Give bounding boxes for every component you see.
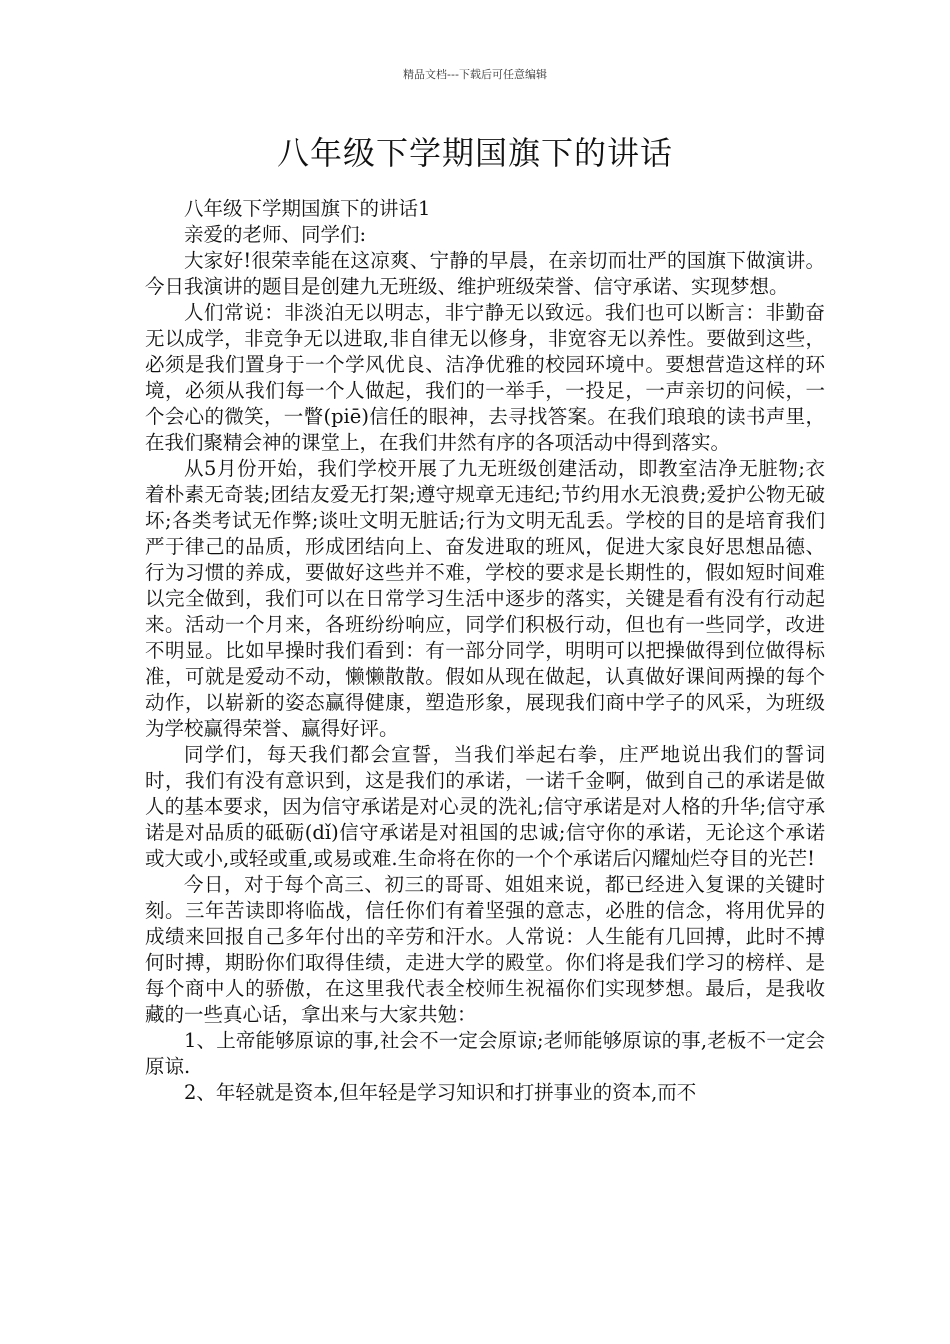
document-title: 八年级下学期国旗下的讲话 (276, 134, 673, 172)
body-paragraph: 大家好!很荣幸能在这凉爽、宁静的早晨，在亲切而壮严的国旗下做演讲。今日我演讲的题目是创建九无班级、维护班级荣誉、信守承诺、实现梦想。 (145, 249, 825, 298)
body-paragraph: 人们常说：非淡泊无以明志，非宁静无以致远。我们也可以断言：非勤奋无以成学，非竞争无以进取,非自律无以修身，非宽容无以养性。要做到这些，必须是我们置身于一个学风优良、洁净优雅的校园环境中。要想营造这样的环境，必须从我们每一个人做起，我们的一举手，一投足，一声亲切的问候，一个会心的微笑，一瞥(piē)信任的眼神，去寻找答案。在我们琅琅的读书声里，在我们聚精会神的课堂上，在我们井然有序的各项活动中得到落实。 (145, 301, 825, 454)
body-paragraph: 从5月份开始，我们学校开展了九无班级创建活动，即教室洁净无脏物;衣着朴素无奇装;团结友爱无打架;遵守规章无违纪;节约用水无浪费;爱护公物无破坏;各类考试无作弊;谈吐文明无脏话;行为文明无乱丢。学校的目的是培育我们严于律己的品质，形成团结向上、奋发进取的班风，促进大家良好思想品德、行为习惯的养成，要做好这些并不难，学校的要求是长期性的，假如短时间难以完全做到，我们可以在日常学习生活中逐步的落实，关键是看有没有行动起来。活动一个月来，各班纷纷响应，同学们积极行动，但也有一些同学，改进不明显。比如早操时我们看到：有一部分同学，明明可以把操做得到位做得标准，可就是爱动不动，懒懒散散。假如从现在做起，认真做好课间两操的每个动作，以崭新的姿态赢得健康，塑造形象，展现我们商中学子的风采，为班级为学校赢得荣誉、赢得好评。 (145, 457, 825, 740)
list-item-paragraph: 2、年轻就是资本,但年轻是学习知识和打拼事业的资本,而不 (184, 1081, 697, 1104)
salutation-paragraph: 亲爱的老师、同学们: (184, 223, 367, 246)
list-item-paragraph: 1、上帝能够原谅的事,社会不一定会原谅;老师能够原谅的事,老板不一定会原谅. (145, 1029, 825, 1078)
document-body (145, 196, 825, 1106)
subtitle-paragraph: 八年级下学期国旗下的讲话1 (184, 197, 431, 220)
body-paragraph: 今日，对于每个高三、初三的哥哥、姐姐来说，都已经进入复课的关键时刻。三年苦读即将临战，信任你们有着坚强的意志，必胜的信念，将用优异的成绩来回报自己多年付出的辛劳和汗水。人常说：人生能有几回搏，此时不搏何时搏，期盼你们取得佳绩，走进大学的殿堂。你们将是我们学习的榜样、是每个商中人的骄傲，在这里我代表全校师生祝福你们实现梦想。最后，是我收藏的一些真心话，拿出来与大家共勉： (145, 873, 825, 1026)
header-note: 精品文档---下载后可任意编辑 (403, 68, 547, 81)
body-paragraph: 同学们，每天我们都会宣誓，当我们举起右拳，庄严地说出我们的誓词时，我们有没有意识到，这是我们的承诺，一诺千金啊，做到自己的承诺是做人的基本要求，因为信守承诺是对心灵的洗礼;信守承诺是对人格的升华;信守承诺是对品质的砥砺(dǐ)信守承诺是对祖国的忠诚;信守你的承诺，无论这个承诺或大或小,或轻或重,或易或难.生命将在你的一个个承诺后闪耀灿烂夺目的光芒! (145, 743, 825, 870)
